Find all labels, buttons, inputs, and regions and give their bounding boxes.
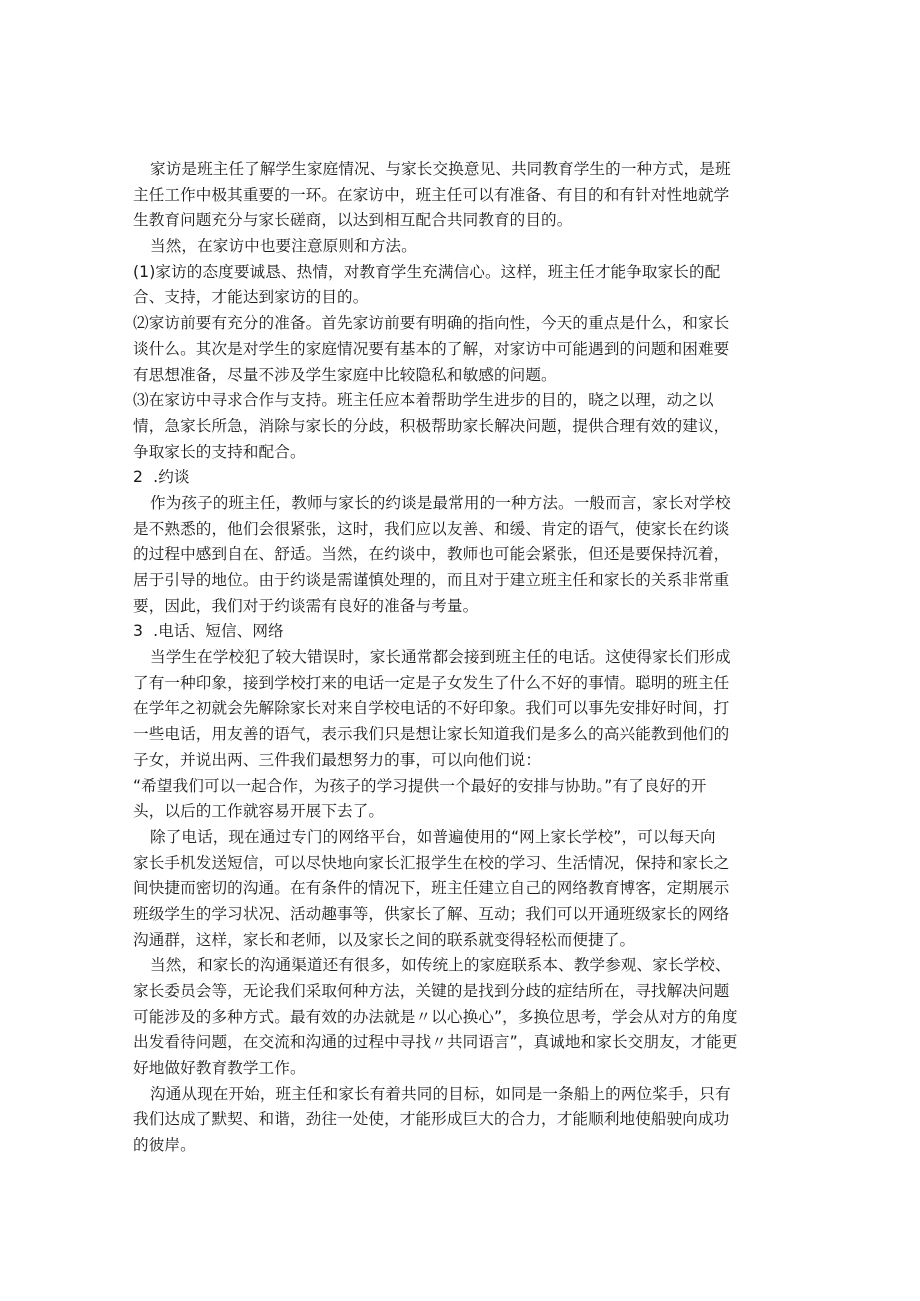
text-line: 沟通从现在开始，班主任和家长有着共同的目标，如同是一条船上的两位桨手，只有	[150, 1084, 731, 1103]
text-line: 有思想准备，尽量不涉及学生家庭中比较隐私和敏感的问题。	[133, 365, 557, 384]
text-line: ⑶在家访中寻求合作与支持。班主任应本着帮助学生进步的目的，晓之以理，动之以	[133, 391, 714, 410]
text-line: 居于引导的地位。由于约谈是需谨慎处理的，而且对于建立班主任和家长的关系非常重	[133, 571, 730, 589]
text-line: 谈什么。其次是对学生的家庭情况要有基本的了解，对家访中可能遇到的问题和困难要	[133, 339, 730, 358]
text-line: 在学年之初就会先解除家长对来自学校电话的不好印象。我们可以事先安排好时间，打	[133, 699, 730, 718]
text-line: 可能涉及的多种方式。最有效的办法就是〃以心换心”，多换位思考，学会从对方的角度	[133, 1007, 738, 1026]
text-line: “希望我们可以一起合作，为孩子的学习提供一个最好的安排与协助。”有了良好的开	[133, 776, 707, 795]
text-line: 3 .电话、短信、网络	[133, 622, 284, 641]
text-line: 好地做好教育教学工作。	[133, 1059, 306, 1078]
text-line: 我们达成了默契、和谐，劲往一处使，才能形成巨大的合力，才能顺利地使船驶向成功	[133, 1110, 730, 1129]
text-line: 生教育问题充分与家长磋商，以达到相互配合共同教育的目的。	[133, 211, 573, 230]
text-line: 家长手机发送短信，可以尽快地向家长汇报学生在校的学习、生活情况，保持和家长之	[133, 853, 730, 872]
text-line: 当然，在家访中也要注意原则和方法。	[150, 237, 417, 256]
text-line: 作为孩子的班主任，教师与家长的约谈是最常用的一种方法。一般而言，家长对学校	[150, 493, 731, 512]
text-line: (1)家访的态度要诚恳、热情，对教育学生充满信心。这样，班主任才能争取家长的配	[133, 262, 721, 281]
text-line: 当学生在学校犯了较大错误时，家长通常都会接到班主任的电话。这使得家长们形成	[150, 648, 731, 667]
text-line: 沟通群，这样，家长和老师，以及家长之间的联系就变得轻松而便捷了。	[133, 930, 636, 949]
text-line: 主任工作中极其重要的一环。在家访中，班主任可以有准备、有目的和有针对性地就学	[133, 185, 730, 204]
text-line: 出发看待问题，在交流和沟通的过程中寻找〃共同语言”，真诚地和家长交朋友，才能更	[133, 1033, 738, 1052]
text-line: 要，因此，我们对于约谈需有良好的准备与考量。	[133, 596, 479, 615]
text-line: 2 .约谈	[133, 468, 190, 487]
text-line: 头，以后的工作就容易开展下去了。	[133, 802, 385, 821]
text-line: 的过程中感到自在、舒适。当然，在约谈中，教师也可能会紧张，但还是要保持沉着，	[133, 545, 730, 564]
text-line: ⑵家访前要有充分的准备。首先家访前要有明确的指向性，今天的重点是什么，和家长	[133, 314, 730, 333]
text-line: 当然，和家长的沟通渠道还有很多，如传统上的家庭联系本、教学参观、家长学校、	[150, 956, 731, 975]
text-line: 子女，并说出两、三件我们最想努力的事，可以向他们说：	[133, 750, 542, 769]
text-line: 班级学生的学习状况、活动趣事等，供家长了解、互动；我们可以开通班级家长的网络	[133, 904, 730, 923]
text-line: 是不熟悉的，他们会很紧张，这时，我们应以友善、和缓、肯定的语气，使家长在约谈	[133, 519, 730, 538]
text-line: 合、支持，才能达到家访的目的。	[133, 288, 369, 307]
text-line: 家访是班主任了解学生家庭情况、与家长交换意见、共同教育学生的一种方式，是班	[150, 160, 731, 178]
text-line: 的彼岸。	[133, 1136, 196, 1155]
text-line: 情，急家长所急，消除与家长的分歧，积极帮助家长解决问题，提供合理有效的建议，	[133, 416, 730, 435]
document-body	[133, 157, 793, 1159]
text-line: 除了电话，现在通过专门的网络平台，如普遍使用的“网上家长学校”，可以每天向	[150, 827, 716, 846]
text-line: 一些电话，用友善的语气，表示我们只是想让家长知道我们是多么的高兴能教到他们的	[133, 725, 730, 744]
text-line: 了有一种印象，接到学校打来的电话一定是子女发生了什么不好的事情。聪明的班主任	[133, 673, 730, 692]
text-line: 争取家长的支持和配合。	[133, 442, 306, 461]
text-line: 间快捷而密切的沟通。在有条件的情况下，班主任建立自己的网络教育博客，定期展示	[133, 879, 730, 898]
text-line: 家长委员会等，无论我们采取何种方法，关键的是找到分歧的症结所在，寻找解决问题	[133, 982, 730, 1000]
